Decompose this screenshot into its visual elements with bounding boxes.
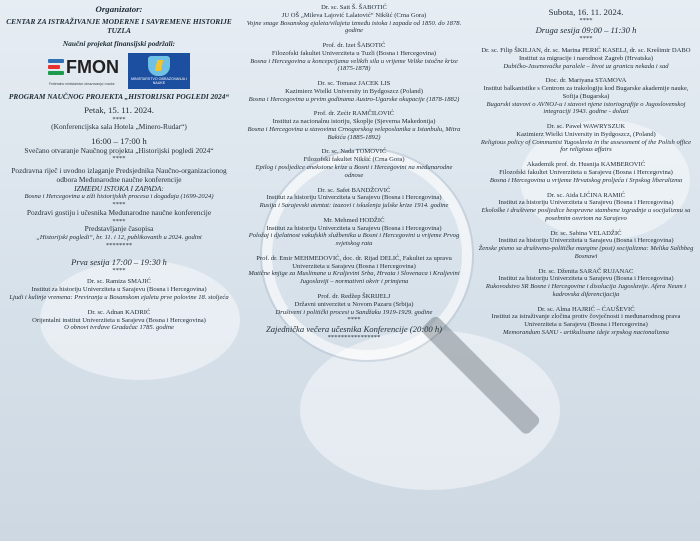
- talk-title: Memorandum SANU - artikulisane ideje srpskog nacionalizma: [503, 329, 669, 337]
- talk-entry: [246, 148, 462, 179]
- talk-title: Rukovodstvo SR Bosne i Hercegovine i disolucija Jugoslavije. Afera Neum i kadrovska diferencijacija: [485, 283, 687, 298]
- ministry-logo: [128, 53, 190, 89]
- talk-institution: Institut za migracije i narodnost Zagreb (Hrvatska): [518, 54, 654, 62]
- program-title: PROGRAM NAUČNOG PROJEKTA „HISTORIJSKI POGLEDI 2024“: [8, 91, 230, 101]
- talk-author: Akademik prof. dr. Husnija KAMBEROVIĆ: [526, 161, 646, 169]
- talk-author: Dr. sc. Filip ŠKILJAN, dr. sc. Marina PERIĆ KASELJ, dr. sc. Krešimir DABO: [481, 47, 691, 55]
- talk-institution: Filozofski fakultet Nikšić (Crna Gora): [303, 156, 405, 164]
- journal-issue: „Historijski pogledi“, br. 11. i 12, publikovanih u 2024. godini: [36, 234, 202, 242]
- talk-title: Vojne snage Bosanskog ejaleta/vilajeta između istoka i zapada od 1850. do 1878. godine: [246, 19, 462, 35]
- talk-author: Prof. dr. Zećir RAMČILOVIĆ: [313, 110, 395, 118]
- talk-entry: [478, 192, 694, 223]
- talk-entry: [478, 230, 694, 261]
- talk-author: Dr. sc. Adnan KADRIĆ: [87, 308, 151, 316]
- talk-title: Društveni i politički procesi u Sandžaku 1919-1929. godine: [275, 308, 433, 316]
- talk-entry: [478, 123, 694, 154]
- talk-author: Prof. dr. Izet ŠABOTIĆ: [322, 42, 386, 50]
- talk-entry: [246, 255, 462, 286]
- greetings: Pozdravi gostiju i učesnika Međunarodne naučne konferencije: [26, 207, 212, 217]
- funding-label: Naučni projekat finansijski podržali:: [62, 38, 176, 48]
- separator-stars: ****: [112, 201, 126, 209]
- talk-institution: Filozofski fakultet Univerziteta u Sarajevu (Bosna i Hercegovina): [499, 169, 673, 176]
- talk-title: Ljudi i kulinje vremena: Previranja u Bosanskom ejaletu prve polovine 18. stoljeća: [9, 294, 229, 301]
- talk-entry: [478, 268, 694, 299]
- talk-entry: [246, 110, 462, 141]
- event-date-saturday: Subota, 16. 11. 2024.: [548, 7, 624, 17]
- talk-institution: Institut balkanistike s Centrom za trakologiju kod Bugarske akademije nauke, Sofija (Bugarska): [483, 85, 689, 100]
- talk-author: Dr. sc. Nada TOMOVIĆ: [321, 148, 387, 156]
- talk-institution: Državni univerzitet u Novom Pazaru (Srbija): [294, 300, 414, 308]
- talk-institution: Institut za historiju Univerziteta u Sarajevu (Bosna i Hercegovina): [498, 199, 674, 207]
- talk-author: Prof. dr. Emir MEHMEDOVIĆ, doc. dr. Rijad DELIĆ, Fakultet za upravu Univerziteta u Sarajevu (Bosna i Hercegovina): [256, 254, 452, 270]
- ministry-logo-text: MINISTARSTVO OBRAZOVANJA I NAUKE: [131, 76, 187, 85]
- talk-author: Mr. Mehmed HODŽIĆ: [323, 216, 385, 224]
- sponsor-logos: [6, 53, 232, 89]
- talk-entry: [6, 309, 232, 332]
- journal-presentation: Predstavljanje časopisa: [84, 224, 154, 234]
- talk-author: Dr. sc. Paweł WAWRYSZUK: [546, 123, 626, 131]
- middle-column: [246, 0, 462, 342]
- talk-entry: [246, 42, 462, 73]
- talk-author: Dr. sc. Tomasz JACEK LIS: [317, 80, 391, 88]
- talk-author: Dr. sc. Dženita SARAČ RUJANAC: [538, 267, 634, 275]
- talk-entry: [478, 161, 694, 184]
- coat-of-arms-icon: [148, 56, 170, 76]
- conference-subtitle: Bosna i Hercegovina u ziži historijskih procesa i događaja (1699-2024): [24, 193, 214, 201]
- right-column: [478, 0, 694, 337]
- talk-author: Prof. dr. Redžep ŠKRIJELJ: [317, 292, 391, 300]
- talk-entry: [6, 278, 232, 301]
- separator-stars: ****************: [327, 334, 381, 342]
- talk-author: Dr. sc. Safet BANDŽOVIĆ: [317, 186, 391, 194]
- fmon-logo-subtitle: Federalno ministarstvo obrazovanja i nauke: [49, 81, 115, 86]
- talk-institution: Filozofski fakultet Univerziteta u Tuzli (Bosna i Hercegovina): [271, 49, 437, 57]
- talk-title: Religious policy of Communist Yugoslavia in the assessment of the Polish office for religious affairs: [480, 138, 692, 154]
- talk-entry: [246, 187, 462, 210]
- talk-institution: Institut za istraživanje zločina protiv čovječnosti i međunarodnog prava Univerziteta u Sarajevu (Bosna i Hercegovina): [491, 313, 681, 329]
- talk-title: Dubičko-Jasenovačke paralele – život uz granicu nekada i sad: [503, 62, 669, 70]
- talk-title: Ženske pismo sa društveno-političke margine (post) socijalizma: Melika Salihbeg Bosnawi: [478, 245, 694, 260]
- separator-stars: ****: [579, 17, 593, 25]
- talk-institution: Institut za historiju Univerziteta u Sarajevu (Bosna i Hercegovina): [31, 286, 207, 294]
- welcome-speech: Pozdravna riječ i uvodno izlaganje Predsjednika Naučno-organizacionog odbora Međunarodne naučne konferencije: [11, 166, 227, 184]
- talk-author: Dr. sc. Sait Š. ŠABOTIĆ: [321, 4, 387, 11]
- talk-title: Bugarski stavovi o AVNOJ-u i stavovi njene istoriografije o Jugoslovenskoj integraciji 1943. godine - dolazi: [486, 100, 686, 116]
- talk-institution: Institut za historiju Univerziteta u Sarajevu (Bosna i Hercegovina): [266, 194, 442, 202]
- separator-stars: ********: [105, 241, 133, 249]
- talk-title: O obnovi tvrđave Gradačac 1785. godine: [64, 324, 174, 332]
- talk-institution: Kazimierz Wielki University in Bydgoszcz (Poland): [285, 87, 423, 95]
- separator-stars: ****: [112, 217, 126, 225]
- talk-title: Bosna i Hercegovina u stavovima Crnogorskog veleposlanika u Istanbulu, Mitra Bakića (1885-1892): [247, 125, 461, 141]
- conference-title: IZMEĐU ISTOKA I ZAPADA:: [74, 183, 164, 193]
- talk-entry: [246, 4, 462, 35]
- fmon-logo: [48, 53, 118, 89]
- talk-institution: Institut za historiju Univerziteta u Sarajevu (Bosna i Hercegovina): [498, 237, 674, 245]
- talk-author: Dr. sc. Aida LIĆINA RAMIĆ: [546, 191, 626, 199]
- talk-institution: Institut za nacionalnu istoriju, Skoplje (Sjeverna Makedonija): [272, 118, 436, 126]
- talk-entry: [478, 47, 694, 70]
- talk-author: Dr. sc. Ramiza SMAJIĆ: [87, 278, 151, 286]
- separator-stars: ****: [112, 155, 126, 163]
- separator-stars: ****: [112, 266, 126, 274]
- organizer-name: CENTAR ZA ISTRAŽIVANJE MODERNE I SAVREMENE HISTORIJE TUZLA: [6, 17, 232, 36]
- separator-stars: ****: [579, 35, 593, 43]
- talk-title: Ekološke i društvene posljedice bespravne stambene izgradnje u socijalizmu sa posebnim osvrtom na Sarajevo: [481, 207, 691, 222]
- talk-title: Bosna i Hercegovina u vrijeme Hrvatskog proljeća i Srpskog liberalizma: [489, 176, 683, 184]
- separator-stars: ****: [112, 115, 126, 123]
- talk-entry: [246, 293, 462, 316]
- talk-author: Dr. sc. Sabina VELADŽIĆ: [550, 229, 622, 237]
- dinner: Zajednička večera učesnika Konferencije (20:00 h): [265, 324, 443, 335]
- organizer-label: Organizator:: [95, 4, 143, 14]
- talk-title: Bosna i Hercegovina u koncepcijama velikih sila u vrijeme Velike istočne krize (1875-1878): [250, 57, 458, 73]
- fmon-logo-text: FMON: [66, 56, 119, 77]
- talk-title: Položaj i djelatnost vakufskih službenika u Bosni i Hercegovini u vrijeme Prvog svjetskog rata: [248, 232, 460, 248]
- talk-entry: [246, 217, 462, 248]
- opening: Svečano otvaranje Naučnog projekta „Historijski pogledi 2024“: [24, 145, 214, 155]
- talk-institution: Orijentalni institut Univerziteta u Sarajevu (Bosna i Hercegovina): [32, 316, 206, 324]
- talk-entry: [478, 77, 694, 116]
- talk-entry: [246, 80, 462, 103]
- talk-institution: Kazimierz Wielki University in Bydgoszcz, (Poland): [516, 130, 656, 138]
- separator-stars: ****: [347, 316, 361, 324]
- talk-institution: Institut za historiju Univerziteta u Sarajevu (Bosna i Hercegovina): [498, 275, 674, 283]
- session-1-title: Prva sesija 17:00 – 19:30 h: [71, 256, 167, 267]
- talk-author: Dr. sc. Alma HAJRIĆ – ĆAUŠEVIĆ: [537, 305, 635, 313]
- venue: (Konferencijska sala Hotela „Minero-Rudar“): [51, 122, 187, 132]
- talk-entry: [478, 306, 694, 337]
- talk-institution: Institut za historiju Univerziteta u Sarajevu (Bosna i Hercegovina): [266, 224, 442, 232]
- left-column: [6, 0, 232, 332]
- event-date-friday: Petak, 15. 11. 2024.: [84, 105, 154, 116]
- talk-institution: JU OŠ „Mileva Lajović Lalatović“ Nikšić (Crna Gora): [281, 11, 427, 19]
- talk-title: Rusija i Sarajevski atentat: izazovi i iskušenja julske krize 1914. godine: [259, 202, 449, 210]
- talk-title: Bosna i Hercegovina u prvim godinama Austro-Ugarske okupacije (1878-1882): [248, 95, 460, 103]
- talk-title: Matične knjige za Muslimane u Kraljevini Srba, Hrvata i Slovenaca i Kraljevini Jugoslaviji – normativni okvir i primjena: [248, 270, 460, 286]
- session-2-title: Druga sesija 09:00 – 11:30 h: [535, 25, 637, 36]
- time-slot-1: 16:00 – 17:00 h: [91, 136, 147, 147]
- talk-title: Epilog i posljedice aneksione krize u Bosni i Hercegovini na međunarodne odnose: [255, 164, 453, 179]
- talk-author: Doc. dr. Mariyana STAMOVA: [545, 77, 627, 85]
